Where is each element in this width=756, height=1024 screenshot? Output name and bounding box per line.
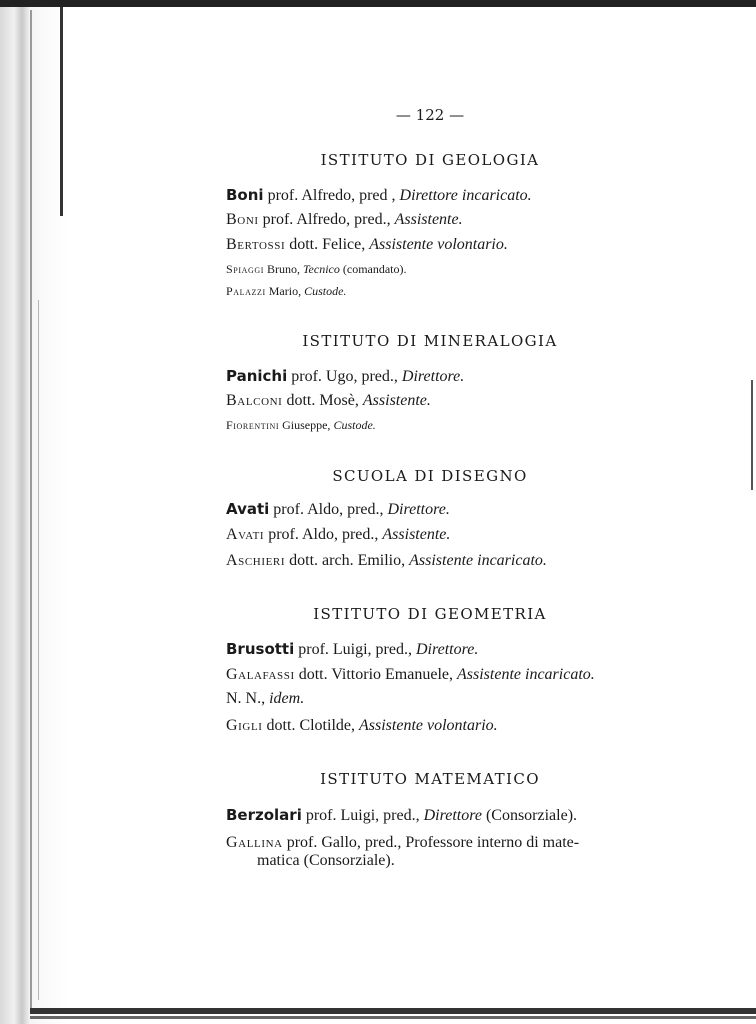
entry-role: Assistente incaricato. xyxy=(409,552,547,569)
entry-details: prof. Luigi, pred., xyxy=(301,807,424,824)
entry-details: dott. Mosè, xyxy=(282,392,363,409)
entry-line xyxy=(226,392,431,410)
entry-surname: Gigli xyxy=(226,717,263,734)
entry-details: dott. arch. Emilio, xyxy=(285,552,410,569)
entry-role: Direttore xyxy=(423,807,482,824)
entry-line xyxy=(226,211,463,229)
entry-line xyxy=(226,262,407,277)
entry-details: Mario, xyxy=(265,284,305,298)
entry-line xyxy=(226,367,464,386)
entry-surname: Aschieri xyxy=(226,552,286,569)
entry-continuation: matica (Consorziale). xyxy=(257,852,395,869)
entry-line xyxy=(226,717,498,735)
entry-details: Giuseppe, xyxy=(279,418,334,432)
entry-role: Direttore. xyxy=(401,368,465,385)
entry-role: Tecnico xyxy=(302,262,340,276)
entry-details: dott. Felice, xyxy=(285,236,370,253)
entry-details: prof. Luigi, pred., xyxy=(294,641,416,658)
entry-line xyxy=(226,640,478,659)
entry-details: dott. Clotilde, xyxy=(262,717,359,734)
entry-role: Direttore incaricato. xyxy=(399,187,532,204)
entry-surname: Balconi xyxy=(226,392,283,409)
entry-role: Assistente incaricato. xyxy=(457,666,595,683)
entry-surname: Boni xyxy=(226,186,264,204)
entry-details: dott. Vittorio Emanuele, xyxy=(294,666,457,683)
top-edge xyxy=(0,0,756,7)
entry-line xyxy=(226,418,376,433)
entry-line xyxy=(226,284,346,299)
entry-line xyxy=(226,236,508,254)
entry-suffix: (Consorziale). xyxy=(481,807,578,824)
entry-details: prof. Ugo, pred., xyxy=(287,368,402,385)
entry-suffix: (comandato). xyxy=(339,262,407,276)
entry-line xyxy=(226,526,450,544)
section-heading-matematico: ISTITUTO MATEMATICO xyxy=(320,770,540,788)
entry-role: Direttore. xyxy=(387,501,450,518)
entry-surname: Avati xyxy=(226,526,265,543)
entry-role: Custode. xyxy=(304,284,347,298)
entry-role: Direttore. xyxy=(415,641,479,658)
entry-details: prof. Alfredo, pred., xyxy=(258,211,395,228)
entry-surname: Bertossi xyxy=(226,236,286,253)
entry-role: Assistente. xyxy=(382,526,451,543)
entry-surname: Berzolari xyxy=(226,806,302,824)
entry-line xyxy=(226,552,547,570)
entry-surname: Palazzi xyxy=(226,284,266,298)
entry-role: idem. xyxy=(269,690,305,707)
entry-surname: Fiorentini xyxy=(226,418,280,432)
entry-line xyxy=(226,834,579,852)
entry-role: Assistente volontario. xyxy=(359,717,498,734)
section-heading-geologia: ISTITUTO DI GEOLOGIA xyxy=(320,151,540,169)
section-heading-disegno: SCUOLA DI DISEGNO xyxy=(332,467,528,485)
entry-surname: Boni xyxy=(226,211,259,228)
bottom-edge xyxy=(30,1008,756,1014)
entry-line xyxy=(226,500,450,519)
entry-line xyxy=(226,666,595,684)
page-number: — 122 — xyxy=(395,106,465,124)
entry-details: prof. Gallo, pred., Professore interno di mate- xyxy=(282,834,580,851)
entry-role: Assistente. xyxy=(394,211,463,228)
entry-role: Assistente volontario. xyxy=(369,236,508,253)
entry-details: prof. Aldo, pred., xyxy=(264,526,383,543)
entry-surname: Gallina xyxy=(226,834,283,851)
entry-surname: Brusotti xyxy=(226,640,295,658)
section-heading-geometria: ISTITUTO DI GEOMETRIA xyxy=(313,605,547,623)
bottom-edge-line xyxy=(30,1016,756,1019)
entry-surname: N. N., xyxy=(226,690,266,707)
entry-surname: Spiaggi xyxy=(226,262,264,276)
entry-surname: Galafassi xyxy=(226,666,295,683)
section-heading-mineralogia: ISTITUTO DI MINERALOGIA xyxy=(302,332,558,350)
entry-surname: Avati xyxy=(226,500,270,518)
entry-details: prof. Aldo, pred., xyxy=(269,501,388,518)
entry-role: Assistente. xyxy=(362,392,431,409)
entry-details: Bruno, xyxy=(263,262,303,276)
entry-details: prof. Alfredo, pred , xyxy=(263,187,400,204)
entry-line xyxy=(226,690,304,708)
entry-surname: Panichi xyxy=(226,367,288,385)
entry-role: Custode. xyxy=(333,418,376,432)
binding-fold-inner xyxy=(38,300,39,1000)
entry-line xyxy=(226,186,532,205)
entry-line xyxy=(226,806,577,825)
